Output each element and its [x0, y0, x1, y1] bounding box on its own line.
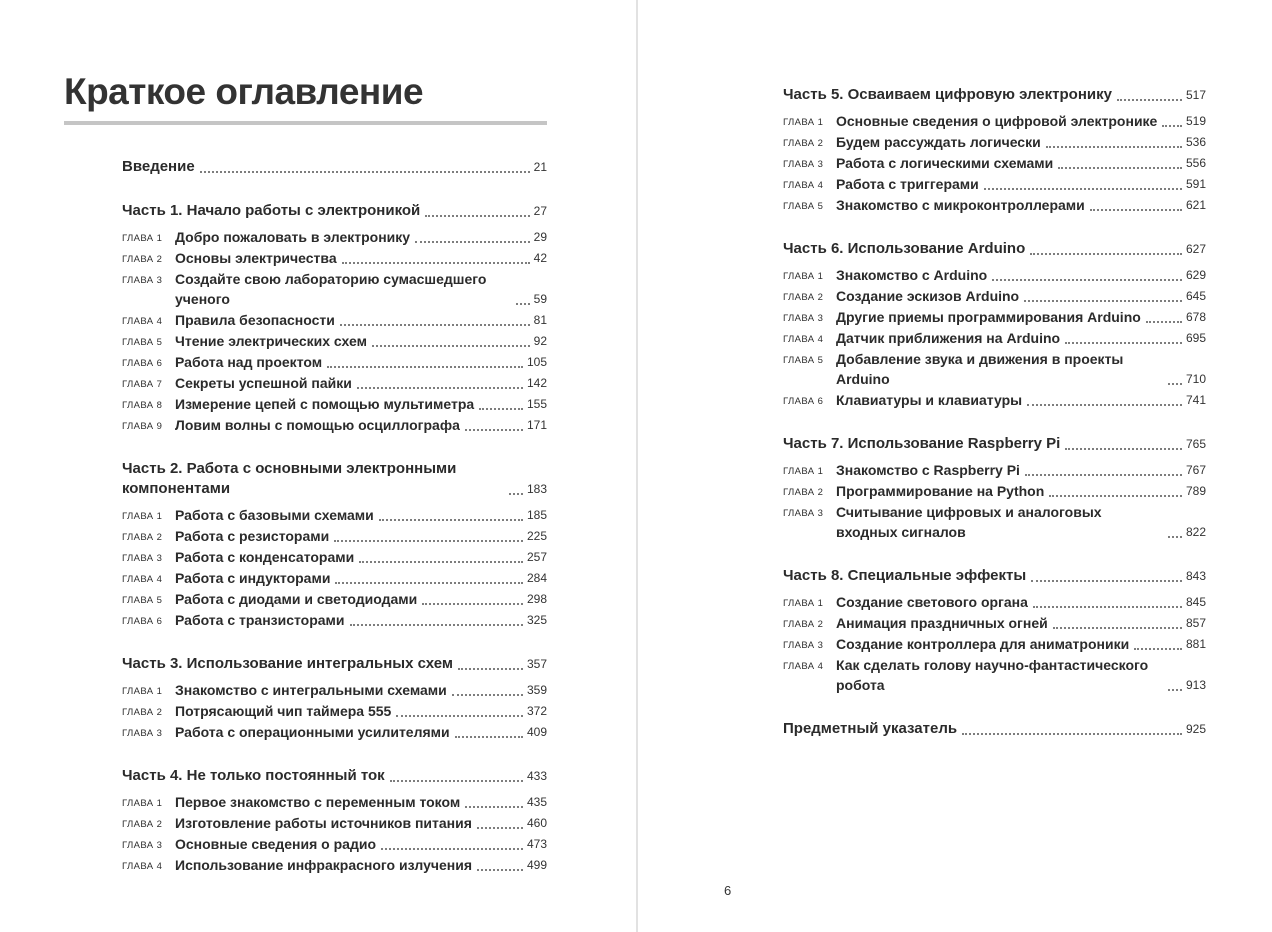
page-title: Краткое оглавление: [64, 71, 424, 112]
part-page-number: 627: [1185, 242, 1206, 256]
chapter-label: ГЛАВА 2: [122, 818, 163, 830]
chapter-page-number: 519: [1185, 114, 1206, 128]
chapter-title: Добавление звука и движения в проекты Arduino: [836, 351, 1124, 387]
chapter-entry: [122, 248, 547, 268]
chapter-list: [122, 227, 547, 435]
chapter-entry: [783, 481, 1206, 501]
chapter-list: [783, 265, 1206, 410]
chapter-page-number: 695: [1185, 331, 1206, 345]
dot-leader: [1065, 448, 1182, 450]
dot-leader: [984, 188, 1182, 190]
chapter-title: Секреты успешной пайки: [175, 374, 352, 391]
chapter-list: [783, 592, 1206, 695]
part-page-number: 517: [1185, 88, 1206, 102]
chapter-entry: [783, 195, 1206, 215]
part-heading: [122, 459, 547, 499]
chapter-title: Работа с транзисторами: [175, 611, 345, 628]
chapter-entry: [783, 307, 1206, 327]
chapter-entry: [122, 505, 547, 525]
chapter-page-number: 678: [1185, 310, 1206, 324]
chapter-page-number: 710: [1185, 372, 1206, 386]
chapter-page-number: 81: [533, 312, 547, 327]
chapter-page-number: 536: [1185, 135, 1206, 149]
chapter-label: ГЛАВА 3: [783, 640, 824, 651]
chapter-entry: [122, 373, 547, 393]
chapter-label: ГЛАВА 2: [122, 706, 163, 718]
dot-leader: [452, 694, 523, 696]
chapter-page-number: 913: [1185, 678, 1206, 692]
chapter-page-number: 409: [526, 724, 547, 739]
dot-leader: [1090, 209, 1182, 211]
chapter-entry: [122, 834, 547, 854]
chapter-entry: [783, 265, 1206, 285]
chapter-title: Создание эскизов Arduino: [836, 288, 1020, 304]
dot-leader: [415, 241, 530, 243]
part-page-number: 765: [1185, 437, 1206, 451]
part-title: Введение: [122, 157, 195, 175]
chapter-title: Работа с индукторами: [175, 569, 331, 586]
chapter-page-number: 473: [526, 836, 547, 851]
chapter-label: ГЛАВА 1: [122, 797, 163, 809]
chapter-page-number: 556: [1185, 156, 1206, 170]
chapter-page-number: 789: [1185, 484, 1206, 498]
dot-leader: [340, 324, 530, 326]
chapter-page-number: 845: [1185, 595, 1206, 609]
chapter-label: ГЛАВА 1: [783, 117, 824, 128]
chapter-entry: [783, 390, 1206, 410]
chapter-entry: [783, 655, 1206, 695]
dot-leader: [1065, 342, 1182, 344]
chapter-entry: [122, 547, 547, 567]
toc-section: [783, 719, 1206, 739]
dot-leader: [396, 715, 523, 717]
dot-leader: [422, 603, 523, 605]
chapter-page-number: 142: [526, 375, 547, 390]
toc-section: [783, 239, 1206, 410]
chapter-title: Как сделать голову научно-фантастического робота: [836, 657, 1149, 693]
dot-leader: [357, 387, 523, 389]
chapter-entry: [122, 352, 547, 372]
chapter-page-number: 225: [526, 528, 547, 543]
part-title: Часть 5. Осваиваем цифровую электронику: [783, 86, 1112, 103]
part-page-number: 21: [533, 159, 547, 174]
chapter-title: Основы электричества: [175, 249, 337, 266]
chapter-title: Работа с конденсаторами: [175, 548, 355, 565]
chapter-title: Потрясающий чип таймера 555: [175, 702, 392, 719]
chapter-label: ГЛАВА 4: [783, 334, 824, 345]
chapter-label: ГЛАВА 7: [122, 378, 163, 390]
chapter-label: ГЛАВА 1: [783, 271, 824, 282]
chapter-label: ГЛАВА 6: [122, 615, 163, 627]
chapter-label: ГЛАВА 3: [122, 274, 163, 286]
page-number: 6: [724, 883, 732, 898]
chapter-title: Основные сведения о цифровой электронике: [836, 113, 1158, 129]
chapter-title: Первое знакомство с переменным током: [175, 793, 461, 810]
chapter-entry: [783, 613, 1206, 633]
chapter-title: Ловим волны с помощью осциллографа: [175, 416, 460, 433]
chapter-page-number: 822: [1185, 525, 1206, 539]
chapter-entry: [783, 634, 1206, 654]
chapter-title: Знакомство с Arduino: [836, 267, 988, 283]
part-heading: [783, 719, 1206, 739]
dot-leader: [390, 780, 523, 782]
chapter-entry: [122, 310, 547, 330]
part-heading: [122, 201, 547, 221]
chapter-title: Другие приемы программирования Arduino: [836, 309, 1141, 325]
chapter-label: ГЛАВА 4: [122, 860, 163, 872]
chapter-entry: [783, 111, 1206, 131]
chapter-title: Клавиатуры и клавиатуры: [836, 392, 1023, 408]
chapter-page-number: 460: [526, 815, 547, 830]
dot-leader: [1030, 253, 1182, 255]
toc-section: [783, 85, 1206, 215]
dot-leader: [1025, 474, 1182, 476]
dot-leader: [465, 429, 523, 431]
chapter-label: ГЛАВА 6: [783, 396, 824, 407]
chapter-page-number: 42: [533, 250, 547, 265]
part-title: Часть 4. Не только постоянный ток: [122, 766, 385, 784]
chapter-title: Основные сведения о радио: [175, 835, 376, 852]
chapter-title: Считывание цифровых и аналоговых входных сигналов: [836, 504, 1102, 540]
dot-leader: [455, 736, 523, 738]
chapter-entry: [122, 269, 547, 309]
dot-leader: [477, 827, 523, 829]
chapter-entry: [783, 592, 1206, 612]
chapter-label: ГЛАВА 2: [783, 619, 824, 630]
chapter-title: Создайте свою лабораторию сумасшедшего ученого: [175, 270, 487, 307]
chapter-page-number: 92: [533, 333, 547, 348]
toc-section: [783, 434, 1206, 542]
chapter-title: Работа с операционными усилителями: [175, 723, 450, 740]
chapter-entry: [122, 415, 547, 435]
chapter-page-number: 767: [1185, 463, 1206, 477]
chapter-page-number: 29: [533, 229, 547, 244]
chapter-label: ГЛАВА 1: [122, 510, 163, 522]
chapter-title: Знакомство с интегральными схемами: [175, 681, 447, 698]
chapter-entry: [122, 610, 547, 630]
dot-leader: [1046, 146, 1182, 148]
dot-leader: [1024, 300, 1182, 302]
chapter-entry: [122, 394, 547, 414]
part-heading: [122, 766, 547, 786]
chapter-label: ГЛАВА 5: [783, 201, 824, 212]
chapter-list: [122, 680, 547, 742]
chapter-entry: [122, 680, 547, 700]
toc-section: [783, 566, 1206, 695]
chapter-label: ГЛАВА 1: [122, 232, 163, 244]
chapter-entry: [122, 722, 547, 742]
chapter-entry: [783, 153, 1206, 173]
chapter-entry: [122, 701, 547, 721]
chapter-label: ГЛАВА 2: [122, 531, 163, 543]
dot-leader: [465, 806, 523, 808]
chapter-title: Программирование на Python: [836, 483, 1045, 499]
chapter-title: Работа с базовыми схемами: [175, 506, 374, 523]
chapter-label: ГЛАВА 3: [122, 727, 163, 739]
chapter-label: ГЛАВА 2: [122, 253, 163, 265]
toc-section: [122, 157, 547, 177]
part-heading: [783, 85, 1206, 105]
chapter-title: Работа с диодами и светодиодами: [175, 590, 418, 607]
chapter-entry: [122, 331, 547, 351]
chapter-page-number: 372: [526, 703, 547, 718]
chapter-label: ГЛАВА 1: [122, 685, 163, 697]
part-heading: [783, 434, 1206, 454]
part-title: Предметный указатель: [783, 720, 958, 737]
part-page-number: 357: [526, 656, 547, 671]
dot-leader: [1162, 125, 1182, 127]
chapter-label: ГЛАВА 5: [783, 355, 824, 366]
dot-leader: [1168, 689, 1182, 691]
chapter-label: ГЛАВА 6: [122, 357, 163, 369]
dot-leader: [1134, 648, 1182, 650]
chapter-label: ГЛАВА 3: [783, 508, 824, 519]
chapter-title: Чтение электрических схем: [175, 332, 367, 349]
chapter-title: Датчик приближения на Arduino: [836, 330, 1061, 346]
dot-leader: [1168, 383, 1182, 385]
chapter-title: Создание контроллера для аниматроники: [836, 636, 1130, 652]
chapter-list: [783, 460, 1206, 542]
chapter-label: ГЛАВА 5: [122, 594, 163, 606]
chapter-entry: [783, 174, 1206, 194]
chapter-page-number: 298: [526, 591, 547, 606]
chapter-entry: [783, 460, 1206, 480]
chapter-label: ГЛАВА 9: [122, 420, 163, 432]
dot-leader: [1117, 99, 1182, 101]
chapter-page-number: 499: [526, 857, 547, 872]
dot-leader: [1058, 167, 1182, 169]
page-right: [638, 0, 1272, 932]
dot-leader: [425, 215, 529, 217]
chapter-entry: [122, 227, 547, 247]
chapter-title: Работа над проектом: [175, 353, 323, 370]
chapter-page-number: 435: [526, 794, 547, 809]
chapter-list: [122, 792, 547, 875]
chapter-label: ГЛАВА 2: [783, 138, 824, 149]
chapter-entry: [122, 568, 547, 588]
dot-leader: [479, 408, 523, 410]
chapter-label: ГЛАВА 3: [122, 552, 163, 564]
part-page-number: 925: [1185, 722, 1206, 736]
dot-leader: [200, 171, 530, 173]
part-page-number: 183: [526, 481, 547, 496]
chapter-title: Добро пожаловать в электронику: [175, 228, 411, 245]
chapter-label: ГЛАВА 3: [783, 159, 824, 170]
dot-leader: [372, 345, 530, 347]
part-page-number: 843: [1185, 569, 1206, 583]
chapter-entry: [783, 502, 1206, 542]
dot-leader: [1146, 321, 1182, 323]
dot-leader: [458, 668, 523, 670]
dot-leader: [1168, 536, 1182, 538]
chapter-label: ГЛАВА 1: [783, 598, 824, 609]
chapter-page-number: 59: [533, 291, 547, 306]
chapter-entry: [122, 855, 547, 875]
chapter-page-number: 741: [1185, 393, 1206, 407]
dot-leader: [1053, 627, 1182, 629]
dot-leader: [477, 869, 523, 871]
part-heading: [122, 654, 547, 674]
chapter-list: [783, 111, 1206, 215]
chapter-page-number: 591: [1185, 177, 1206, 191]
chapter-title: Работа с триггерами: [836, 176, 979, 192]
chapter-entry: [122, 813, 547, 833]
chapter-page-number: 185: [526, 507, 547, 522]
toc-section: [122, 201, 547, 435]
dot-leader: [381, 848, 523, 850]
chapter-page-number: 645: [1185, 289, 1206, 303]
chapter-entry: [783, 132, 1206, 152]
dot-leader: [327, 366, 523, 368]
dot-leader: [516, 303, 530, 305]
part-title: Часть 2. Работа с основными электронными компонентами: [122, 459, 457, 497]
dot-leader: [1033, 606, 1182, 608]
chapter-page-number: 629: [1185, 268, 1206, 282]
chapter-title: Работа с логическими схемами: [836, 155, 1054, 171]
part-page-number: 27: [533, 203, 547, 218]
chapter-label: ГЛАВА 5: [122, 336, 163, 348]
chapter-page-number: 171: [526, 417, 547, 432]
chapter-label: ГЛАВА 2: [783, 487, 824, 498]
part-page-number: 433: [526, 768, 547, 783]
title-rule: [64, 121, 547, 125]
chapter-label: ГЛАВА 4: [122, 315, 163, 327]
dot-leader: [379, 519, 523, 521]
part-title: Часть 3. Использование интегральных схем: [122, 654, 453, 672]
chapter-page-number: 621: [1185, 198, 1206, 212]
chapter-title: Будем рассуждать логически: [836, 134, 1041, 150]
chapter-entry: [783, 349, 1206, 389]
part-title: Часть 1. Начало работы с электроникой: [122, 201, 421, 219]
toc-section: [122, 766, 547, 875]
toc-column-right: [783, 85, 1206, 739]
chapter-entry: [122, 589, 547, 609]
dot-leader: [992, 279, 1182, 281]
chapter-label: ГЛАВА 3: [122, 839, 163, 851]
dot-leader: [962, 733, 1182, 735]
dot-leader: [334, 540, 523, 542]
chapter-label: ГЛАВА 2: [783, 292, 824, 303]
chapter-entry: [783, 286, 1206, 306]
chapter-title: Знакомство с Raspberry Pi: [836, 462, 1020, 478]
chapter-title: Правила безопасности: [175, 311, 335, 328]
dot-leader: [1027, 404, 1182, 406]
chapter-page-number: 257: [526, 549, 547, 564]
dot-leader: [335, 582, 523, 584]
toc-column-left: [122, 157, 547, 875]
chapter-title: Изготовление работы источников питания: [175, 814, 472, 831]
chapter-label: ГЛАВА 4: [783, 180, 824, 191]
dot-leader: [509, 493, 523, 495]
dot-leader: [1049, 495, 1182, 497]
chapter-page-number: 325: [526, 612, 547, 627]
chapter-title: Измерение цепей с помощью мультиметра: [175, 395, 475, 412]
chapter-label: ГЛАВА 4: [122, 573, 163, 585]
chapter-label: ГЛАВА 4: [783, 661, 824, 672]
part-heading: [783, 566, 1206, 586]
part-heading: [122, 157, 547, 177]
chapter-title: Работа с резисторами: [175, 527, 330, 544]
chapter-list: [122, 505, 547, 630]
dot-leader: [350, 624, 523, 626]
chapter-entry: [783, 328, 1206, 348]
dot-leader: [1031, 580, 1182, 582]
part-title: Часть 6. Использование Arduino: [783, 240, 1026, 257]
chapter-title: Использование инфракрасного излучения: [175, 856, 473, 873]
chapter-entry: [122, 526, 547, 546]
chapter-label: ГЛАВА 1: [783, 466, 824, 477]
chapter-title: Создание светового органа: [836, 594, 1028, 610]
toc-section: [122, 654, 547, 742]
dot-leader: [342, 262, 530, 264]
chapter-page-number: 105: [526, 354, 547, 369]
part-title: Часть 7. Использование Raspberry Pi: [783, 435, 1061, 452]
chapter-title: Анимация праздничных огней: [836, 615, 1048, 631]
toc-section: [122, 459, 547, 630]
part-heading: [783, 239, 1206, 259]
dot-leader: [359, 561, 523, 563]
part-title: Часть 8. Специальные эффекты: [783, 567, 1027, 584]
chapter-page-number: 881: [1185, 637, 1206, 651]
chapter-title: Знакомство с микроконтроллерами: [836, 197, 1085, 213]
chapter-page-number: 359: [526, 682, 547, 697]
chapter-label: ГЛАВА 3: [783, 313, 824, 324]
chapter-page-number: 284: [526, 570, 547, 585]
chapter-label: ГЛАВА 8: [122, 399, 163, 411]
chapter-page-number: 155: [526, 396, 547, 411]
chapter-page-number: 857: [1185, 616, 1206, 630]
chapter-entry: [122, 792, 547, 812]
